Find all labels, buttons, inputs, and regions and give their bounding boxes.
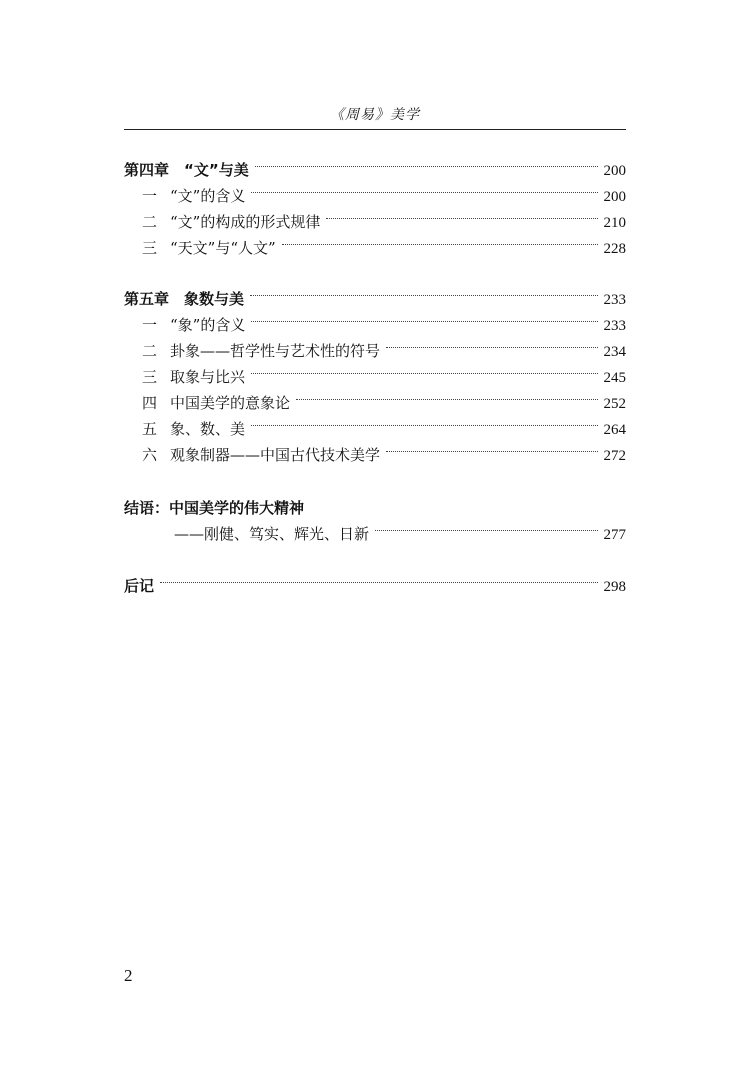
page-ref: 298 [603,579,626,595]
dot-leader [250,295,597,296]
page-ref: 272 [603,448,626,464]
dot-leader [251,373,597,374]
toc-entry-section[interactable] [124,210,626,234]
dot-leader [251,425,597,426]
section-number: 六 [142,446,158,464]
chapter-title: 第五章 象数与美 [124,290,245,308]
toc-entry-section[interactable] [124,391,626,415]
section-number: 五 [142,420,158,438]
dot-leader [326,218,597,219]
toc-entry-chapter-5[interactable] [124,287,626,311]
page-ref: 245 [603,370,626,386]
conclusion-subtitle: ——刚健、笃实、辉光、日新 [174,525,370,543]
section-number: 二 [142,213,158,231]
dot-leader [386,347,597,348]
section-title: “文”的含义 [170,187,246,205]
page-ref: 277 [603,527,626,543]
section-number: 一 [142,187,158,205]
section-title: 中国美学的意象论 [170,394,291,412]
page-ref: 264 [603,422,626,438]
section-title: 卦象——哲学性与艺术性的符号 [170,342,381,360]
dot-leader [251,192,597,193]
header-rule [124,129,626,130]
dot-leader [251,321,597,322]
page-ref: 233 [603,292,626,308]
section-number: 一 [142,316,158,334]
running-header: 《周易》美学 [330,107,420,123]
section-title: “象”的含义 [170,316,246,334]
toc-entry-section[interactable] [124,417,626,441]
section-number: 三 [142,368,158,386]
section-number: 三 [142,239,158,257]
section-number: 四 [142,394,158,412]
page-ref: 228 [603,241,626,257]
section-title: “天文”与“人文” [170,239,276,257]
section-number: 二 [142,342,158,360]
toc-entry-conclusion[interactable]: 结语：中国美学的伟大精神 [124,499,305,517]
section-title: 象、数、美 [170,420,246,438]
page-number: 2 [124,966,133,985]
toc-entry-section[interactable] [124,365,626,389]
dot-leader [160,582,597,583]
page-ref: 210 [603,215,626,231]
toc-entry-section[interactable] [124,339,626,363]
dot-leader [375,530,597,531]
dot-leader [282,244,598,245]
afterword-title: 后记 [124,577,155,595]
page-ref: 200 [603,189,626,205]
page-ref: 234 [603,344,626,360]
toc-entry-conclusion-subtitle[interactable] [124,522,626,546]
toc-entry-chapter-4[interactable] [124,158,626,182]
toc-entry-section[interactable] [124,313,626,337]
toc-entry-section[interactable] [124,443,626,467]
page-ref: 200 [603,163,626,179]
dot-leader [296,399,597,400]
section-title: 观象制器——中国古代技术美学 [170,446,381,464]
toc-entry-afterword[interactable] [124,574,626,598]
section-title: 取象与比兴 [170,368,246,386]
chapter-title: 第四章 “文”与美 [124,161,249,179]
dot-leader [386,451,597,452]
dot-leader [255,166,598,167]
page-ref: 233 [603,318,626,334]
page-ref: 252 [603,396,626,412]
toc-entry-section[interactable] [124,184,626,208]
section-title: “文”的构成的形式规律 [170,213,321,231]
toc-entry-section[interactable] [124,236,626,260]
